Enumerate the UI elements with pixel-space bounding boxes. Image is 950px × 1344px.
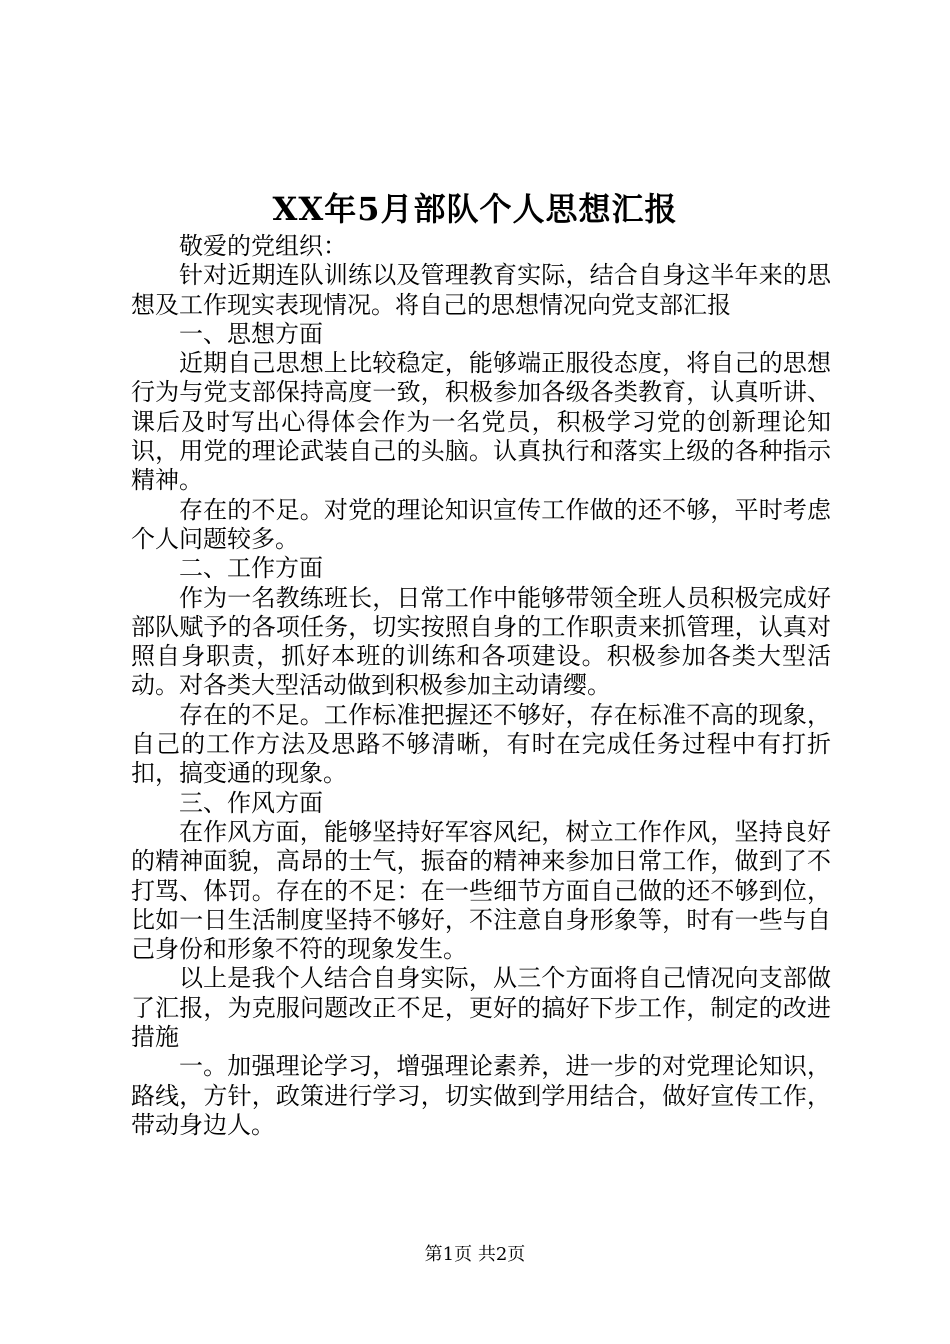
paragraph-summary: 以上是我个人结合自身实际，从三个方面将自己情况向支部做了汇报，为克服问题改正不足，更好的搞好下步工作，制定的改进措施: [131, 964, 831, 1052]
paragraph-thought: 近期自己思想上比较稳定，能够端正服役态度，将自己的思想行为与党支部保持高度一致，积极参加各级各类教育，认真听讲、课后及时写出心得体会作为一名党员，积极学习党的创新理论知识，用党的理论武装自己的头脑。认真执行和落实上级的各种指示精神。: [131, 349, 831, 495]
salutation: 敬爱的党组织：: [179, 232, 347, 260]
page-total: 共2页: [477, 1244, 526, 1265]
document-body: [131, 232, 831, 1140]
paragraph-thought-shortcoming: 存在的不足。对党的理论知识宣传工作做的还不够，平时考虑个人问题较多。: [131, 495, 831, 553]
page-number: 第1页: [424, 1244, 473, 1265]
section-heading-style: 三、作风方面: [179, 788, 323, 817]
section-heading-thought: 一、思想方面: [179, 319, 323, 348]
document-title: XX年5月部队个人思想汇报: [272, 190, 678, 228]
paragraph-style: 在作风方面，能够坚持好军容风纪，树立工作作风，坚持良好的精神面貌，高昂的士气，振奋的精神来参加日常工作，做到了不打骂、体罚。存在的不足：在一些细节方面自己做的还不够到位，比如一日生活制度坚持不够好，不注意自身形象等，时有一些与自己身份和形象不符的现象发生。: [131, 817, 831, 964]
paragraph-work-shortcoming: 存在的不足。工作标准把握还不够好，存在标准不高的现象，自己的工作方法及思路不够清晰，有时在完成任务过程中有打折扣，搞变通的现象。: [131, 700, 831, 788]
paragraph-measure-one: 一。加强理论学习，增强理论素养，进一步的对党理论知识，路线，方针，政策进行学习，切实做到学用结合，做好宣传工作，带动身边人。: [131, 1052, 831, 1139]
paragraph-intro: 针对近期连队训练以及管理教育实际，结合自身这半年来的思想及工作现实表现情况。将自己的思想情况向党支部汇报: [131, 261, 831, 319]
page-footer: [0, 1243, 950, 1267]
section-heading-work: 二、工作方面: [179, 554, 323, 583]
paragraph-work: 作为一名教练班长，日常工作中能够带领全班人员积极完成好部队赋予的各项任务，切实按照自身的工作职责来抓管理，认真对照自身职责，抓好本班的训练和各项建设。积极参加各类大型活动。对各类大型活动做到积极参加主动请缨。: [131, 583, 831, 700]
